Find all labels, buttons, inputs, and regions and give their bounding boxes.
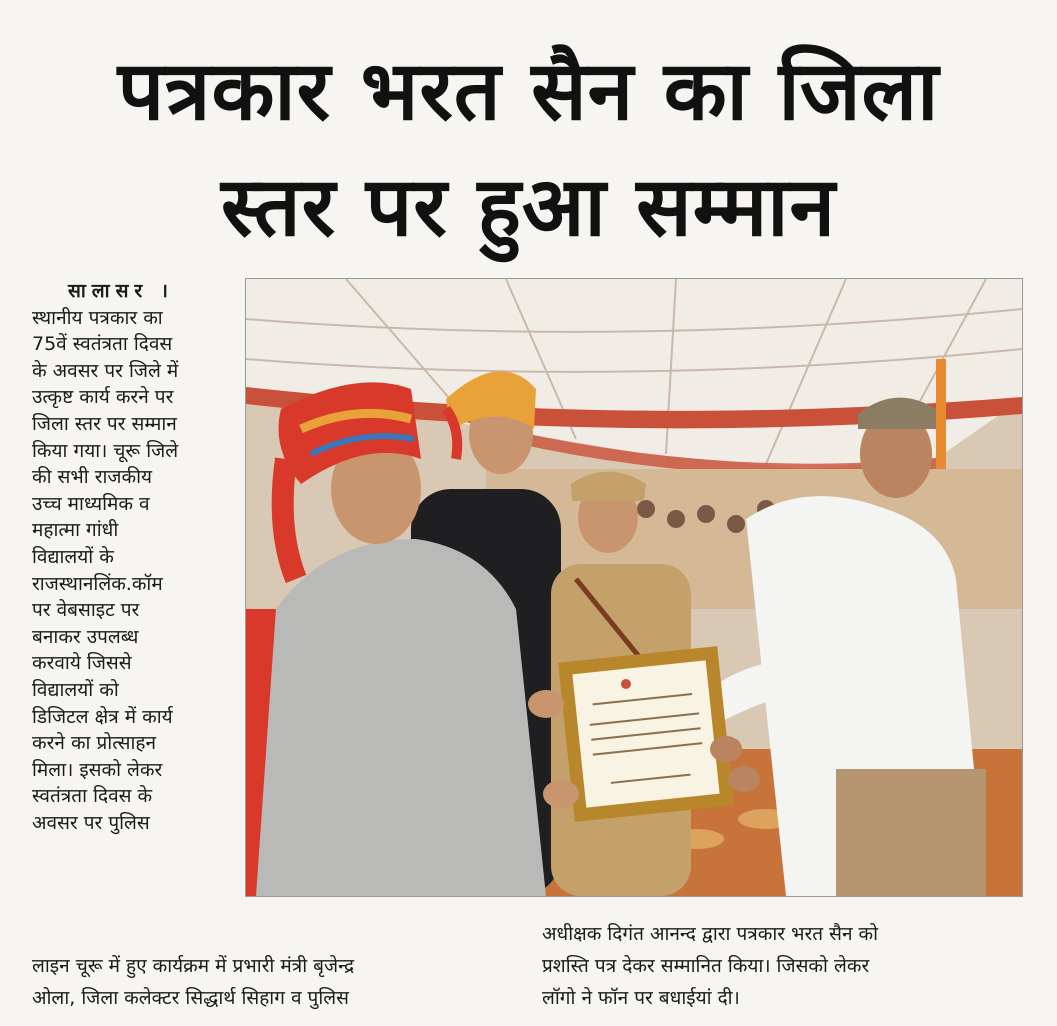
article-line: प्रशस्ति पत्र देकर सम्मानित किया। जिसको लेकर	[542, 955, 870, 977]
article-line: मिला। इसको लेकर	[32, 758, 163, 781]
article-line: स्थानीय पत्रकार का	[32, 306, 163, 329]
article-left-column	[32, 278, 232, 836]
headline-line-1: पत्रकार भरत सैन का जिला	[117, 44, 940, 139]
article-line: करवाये जिससे	[32, 652, 132, 675]
article-line: जिला स्तर पर सम्मान	[32, 412, 177, 435]
article-line: राजस्थानलिंक.कॉम	[32, 572, 163, 595]
article-line: स्वतंत्रता दिवस के	[32, 785, 153, 808]
article-line: डिजिटल क्षेत्र में कार्य	[32, 705, 173, 728]
article-line: उच्च माध्यमिक व	[32, 492, 150, 515]
article-line: करने का प्रोत्साहन	[32, 732, 157, 755]
article-line: विद्यालयों को	[32, 678, 119, 701]
article-line: किया गया। चूरू जिले	[32, 439, 179, 462]
article-line: लाइन चूरू में हुए कार्यक्रम में प्रभारी मंत्री बृजेन्द्र	[32, 955, 355, 977]
article-line: उत्कृष्ट कार्य करने पर	[32, 386, 174, 409]
article-bottom-left	[32, 950, 354, 1014]
article-line: बनाकर उपलब्ध	[32, 625, 139, 648]
dateline: सालासर ।	[68, 280, 174, 302]
article-line: लॉगो ने फॉन पर बधाईयां दी।	[542, 987, 740, 1009]
article-line: ओला, जिला कलेक्टर सिद्धार्थ सिहाग व पुलिस	[32, 987, 349, 1009]
article-line: के अवसर पर जिले में	[32, 359, 179, 382]
article-line: अधीक्षक दिगंत आनन्द द्वारा पत्रकार भरत सैन को	[542, 923, 879, 945]
article-line: 75वें स्वतंत्रता दिवस	[32, 333, 173, 356]
article-line: विद्यालयों के	[32, 545, 114, 568]
article-bottom-right	[542, 918, 878, 1014]
award-ceremony-photo	[245, 278, 1023, 897]
article-line: अवसर पर पुलिस	[32, 811, 150, 834]
article-line: पर वेबसाइट पर	[32, 599, 140, 622]
article-line: महात्मा गांधी	[32, 519, 119, 542]
headline-line-2: स्तर पर हुआ सम्मान	[220, 160, 836, 255]
article-line: की सभी राजकीय	[32, 466, 153, 489]
